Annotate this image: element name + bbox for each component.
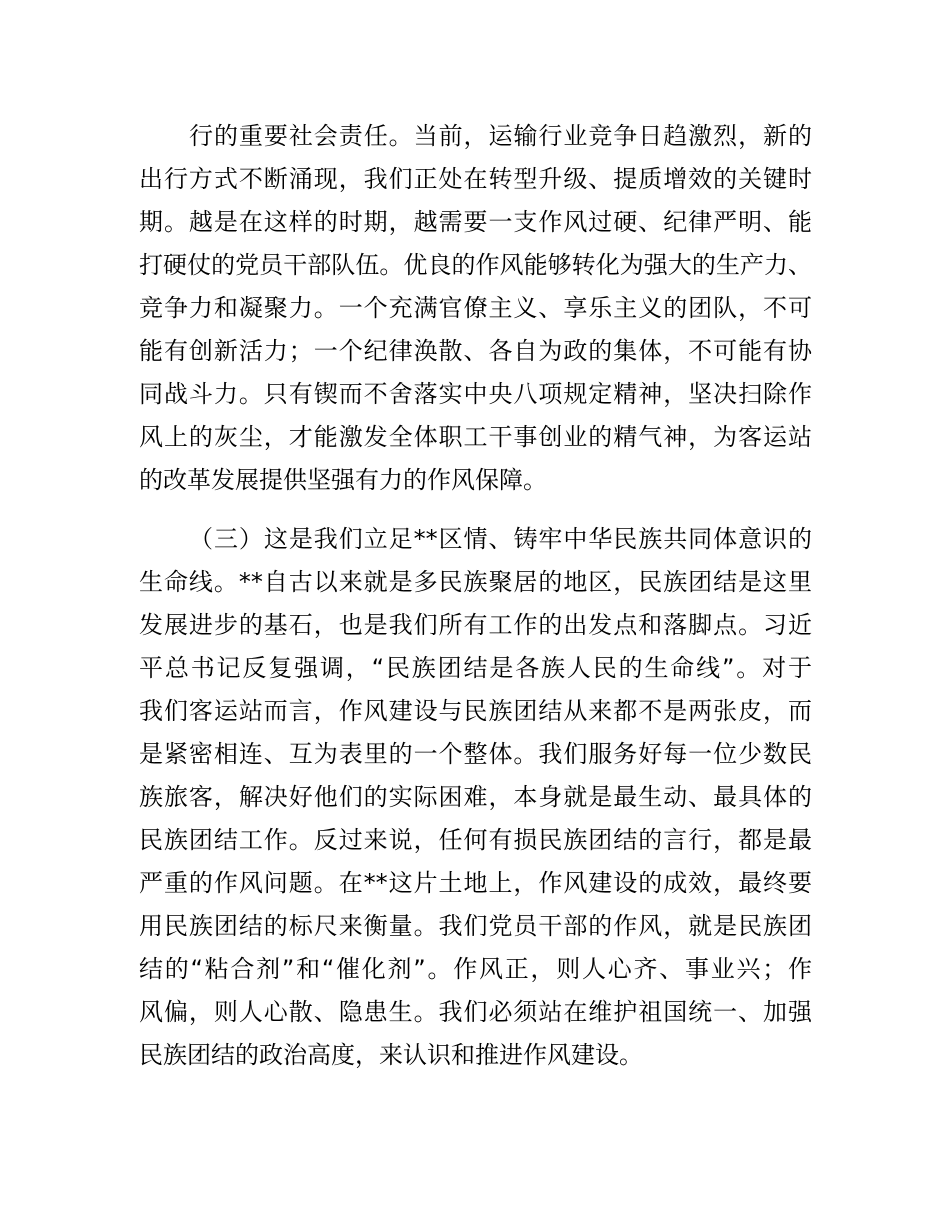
- text-line: 严重的作风问题。在**这片土地上，作风建设的成效，最终要: [139, 869, 812, 897]
- text-line: 用民族团结的标尺来衡量。我们党员干部的作风，就是民族团: [139, 912, 812, 940]
- text-line: 的改革发展提供坚强有力的作风保障。: [139, 466, 547, 494]
- text-line: 结的“粘合剂”和“催化剂”。作风正，则人心齐、事业兴；作: [139, 955, 812, 983]
- text-line: 能有创新活力；一个纪律涣散、各自为政的集体，不可能有协: [139, 337, 812, 365]
- text-line: 民族团结工作。反过来说，任何有损民族团结的言行，都是最: [139, 826, 812, 854]
- paragraph-2: [139, 518, 812, 1077]
- text-line: 同战斗力。只有锲而不舍落实中央八项规定精神，坚决扫除作: [139, 380, 812, 408]
- text-line: 打硬仗的党员干部队伍。优良的作风能够转化为强大的生产力、: [139, 251, 812, 279]
- text-line: 平总书记反复强调，“民族团结是各族人民的生命线”。对于: [139, 654, 812, 682]
- text-line: 我们客运站而言，作风建设与民族团结从来都不是两张皮，而: [139, 697, 812, 725]
- text-line: 族旅客，解决好他们的实际困难，本身就是最生动、最具体的: [139, 783, 812, 811]
- text-line: 期。越是在这样的时期，越需要一支作风过硬、纪律严明、能: [139, 208, 812, 236]
- document-body: [139, 115, 812, 1077]
- text-line: 出行方式不断涌现，我们正处在转型升级、提质增效的关键时: [139, 165, 812, 193]
- text-line: （三）这是我们立足**区情、铸牢中华民族共同体意识的: [189, 525, 812, 553]
- text-line: 风偏，则人心散、隐患生。我们必须站在维护祖国统一、加强: [139, 998, 812, 1026]
- text-line: 民族团结的政治高度，来认识和推进作风建设。: [139, 1041, 643, 1069]
- text-line: 行的重要社会责任。当前，运输行业竞争日趋激烈，新的: [189, 122, 812, 150]
- text-line: 生命线。**自古以来就是多民族聚居的地区，民族团结是这里: [139, 568, 812, 596]
- text-line: 是紧密相连、互为表里的一个整体。我们服务好每一位少数民: [139, 740, 812, 768]
- text-line: 竞争力和凝聚力。一个充满官僚主义、享乐主义的团队，不可: [139, 294, 812, 322]
- text-line: 风上的灰尘，才能激发全体职工干事创业的精气神，为客运站: [139, 423, 812, 451]
- paragraph-1: [139, 115, 812, 502]
- text-line: 发展进步的基石，也是我们所有工作的出发点和落脚点。习近: [139, 611, 812, 639]
